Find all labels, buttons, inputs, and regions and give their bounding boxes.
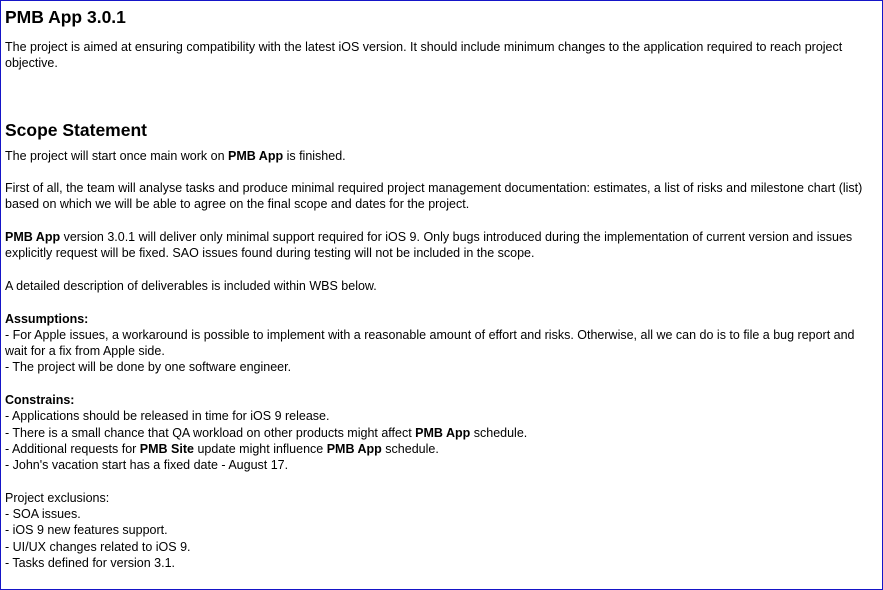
scope-paragraph-2: First of all, the team will analyse tasks and produce minimal required project management documentation: estimates, a list of risks and milestone chart (list) based on which we will be able to agree on the final scope and dates for the project. bbox=[5, 181, 863, 212]
exclusion-item: - iOS 9 new features support. bbox=[5, 523, 168, 538]
constraint-item: - There is a small chance that QA workload on other products might affect PMB App schedule. bbox=[5, 425, 528, 440]
constraint-item: - Applications should be released in time for iOS 9 release. bbox=[5, 409, 330, 424]
page-title: PMB App 3.0.1 bbox=[5, 7, 126, 27]
exclusions-heading: Project exclusions: bbox=[5, 490, 110, 505]
assumption-item: - The project will be done by one software engineer. bbox=[5, 360, 292, 375]
exclusion-item: - UI/UX changes related to iOS 9. bbox=[5, 539, 191, 554]
scope-paragraph-4: A detailed description of deliverables is included within WBS below. bbox=[5, 278, 377, 293]
assumption-item: - For Apple issues, a workaround is possible to implement with a reasonable amount of effort and risks. Otherwise, all we can do is to file a bug report and wait for a fix from Apple side. bbox=[5, 327, 855, 359]
scope-paragraph-1: The project will start once main work on PMB App is finished. bbox=[5, 148, 346, 163]
intro-paragraph: The project is aimed at ensuring compatibility with the latest iOS version. It should include minimum changes to the application required to reach project objective. bbox=[5, 40, 843, 71]
scope-heading: Scope Statement bbox=[5, 119, 147, 140]
document bbox=[5, 6, 875, 571]
exclusion-item: - Tasks defined for version 3.1. bbox=[5, 556, 175, 571]
scope-paragraph-3: PMB App version 3.0.1 will deliver only minimal support required for iOS 9. Only bugs introduced during the implementation of current version and issues explicitly request will be fixed. SAO issues found during testing will not be included in the scope. bbox=[5, 230, 853, 261]
constraint-item: - Additional requests for PMB Site update might influence PMB App schedule. bbox=[5, 441, 439, 456]
constraints-heading: Constrains: bbox=[5, 393, 75, 408]
constraint-item: - John's vacation start has a fixed date - August 17. bbox=[5, 458, 289, 473]
assumptions-heading: Assumptions: bbox=[5, 311, 89, 326]
exclusion-item: - SOA issues. bbox=[5, 507, 81, 522]
